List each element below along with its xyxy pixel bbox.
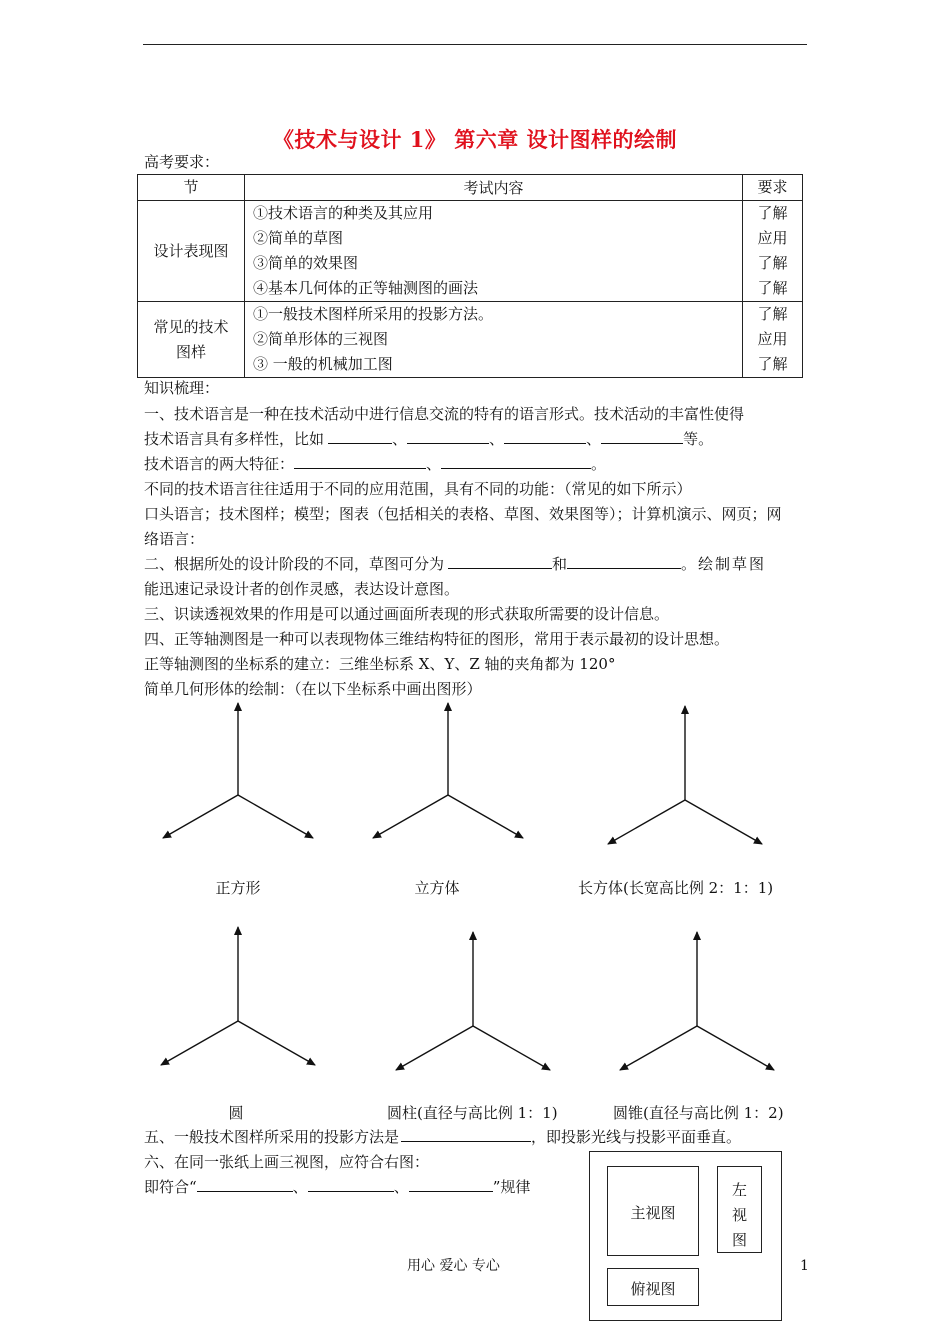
text: 。	[591, 455, 607, 473]
left-view-char: 左	[731, 1181, 747, 1199]
text: 五、一般技术图样所采用的投影方法是	[144, 1128, 400, 1146]
separator: 、	[586, 430, 602, 448]
axis-system-cone	[620, 932, 774, 1070]
top-view-label: 俯视图	[630, 1280, 676, 1298]
paragraph-4-line-1: 口头语言；技术图样；模型；图表（包括相关的表格、草图、效果图等）；计算机演示、网页；网	[144, 505, 782, 523]
fill-blank[interactable]	[308, 1177, 394, 1192]
paragraph-4-line-2: 络语言：	[144, 530, 205, 548]
requirement-item: 了解	[757, 279, 788, 297]
paragraph-12	[144, 1177, 530, 1197]
header-content: 考试内容	[245, 175, 743, 201]
paragraph-8: 正等轴测图的坐标系的建立：三维坐标系 X、Y、Z 轴的夹角都为 120°	[144, 655, 616, 673]
text: 技术语言的两大特征：	[144, 455, 295, 473]
knowledge-label: 知识梳理：	[144, 379, 220, 397]
fill-blank[interactable]	[401, 1127, 531, 1142]
requirement-item: 应用	[757, 330, 788, 348]
requirement-item: 了解	[757, 305, 788, 323]
header-section: 节	[138, 175, 245, 201]
text: 。绘制草图	[681, 555, 767, 573]
requirement-item: 了解	[757, 204, 788, 222]
content-item: ②简单的草图	[253, 229, 344, 247]
left-view-label	[717, 1178, 762, 1253]
axis-system-cube	[373, 703, 523, 838]
content-item: ①一般技术图样所采用的投影方法。	[253, 305, 494, 323]
separator: 、	[426, 455, 442, 473]
page-number: 1	[800, 1258, 809, 1274]
paragraph-7: 四、正等轴测图是一种可以表现物体三维结构特征的图形，常用于表示最初的设计思想。	[144, 630, 730, 648]
section-name-line: 常见的技术	[153, 317, 229, 336]
paragraph-9: 简单几何形体的绘制：（在以下坐标系中画出图形）	[144, 680, 482, 698]
header-requirement: 要求	[743, 175, 803, 201]
requirement-item: 了解	[757, 355, 788, 373]
left-view-char: 视	[731, 1206, 747, 1224]
text: 即符合“	[144, 1178, 197, 1196]
left-view-char: 图	[731, 1231, 747, 1249]
separator: 、	[292, 1178, 308, 1196]
separator: 、	[392, 430, 408, 448]
shape-label-circle: 圆	[228, 1104, 244, 1122]
fill-blank[interactable]	[197, 1177, 293, 1192]
text: 等。	[683, 430, 714, 448]
section-name-line: 图样	[175, 342, 206, 361]
text: 二、根据所处的设计阶段的不同，草图可分为	[144, 555, 445, 573]
front-view-label: 主视图	[630, 1204, 676, 1222]
axis-system-cuboid	[608, 706, 762, 844]
text: 和	[552, 555, 568, 573]
requirement-item: 了解	[757, 254, 788, 272]
content-item: ①技术语言的种类及其应用	[253, 204, 434, 222]
shape-label-cylinder: 圆柱(直径与高比例 1：1)	[387, 1104, 558, 1122]
axis-system-circle	[161, 927, 315, 1065]
shape-label-cube: 立方体	[414, 879, 460, 897]
axis-system-square	[163, 703, 313, 838]
shape-label-square: 正方形	[215, 879, 261, 897]
content-item: ③简单的效果图	[253, 254, 359, 272]
paragraph-6: 三、识读透视效果的作用是可以通过画面所表现的形式获取所需要的设计信息。	[144, 605, 670, 623]
content-item: ②简单形体的三视图	[253, 330, 389, 348]
content-item: ④基本几何体的正等轴测图的画法	[253, 279, 479, 297]
page-title: 《技术与设计 1》 第六章 设计图样的绘制	[272, 127, 678, 152]
requirement-item: 应用	[757, 229, 788, 247]
paragraph-1-line-1: 一、技术语言是一种在技术活动中进行信息交流的特有的语言形式。技术活动的丰富性使得	[144, 405, 745, 423]
text: 技术语言具有多样性，比如	[144, 430, 325, 448]
paragraph-11: 六、在同一张纸上画三视图，应符合右图：	[144, 1153, 430, 1171]
exam-requirements-label: 高考要求：	[144, 153, 220, 171]
text: ”规律	[492, 1178, 531, 1196]
shape-label-cone: 圆锥(直径与高比例 1：2)	[613, 1104, 784, 1122]
paragraph-5-line-2: 能迅速记录设计者的创作灵感，表达设计意图。	[144, 580, 460, 598]
text: ，即投影光线与投影平面垂直。	[531, 1128, 742, 1146]
separator: 、	[489, 430, 505, 448]
content-item: ③ 一般的机械加工图	[253, 355, 393, 373]
paragraph-10	[144, 1127, 741, 1147]
axis-system-cylinder	[396, 932, 550, 1070]
paragraph-3: 不同的技术语言往往适用于不同的应用范围，具有不同的功能：（常见的如下所示）	[144, 480, 692, 498]
section-name-line: 设计表现图	[153, 241, 229, 260]
fill-blank[interactable]	[409, 1177, 493, 1192]
footer-motto: 用心 爱心 专心	[407, 1258, 500, 1274]
separator: 、	[393, 1178, 409, 1196]
shape-label-cuboid: 长方体(长宽高比例 2：1：1)	[578, 879, 774, 897]
